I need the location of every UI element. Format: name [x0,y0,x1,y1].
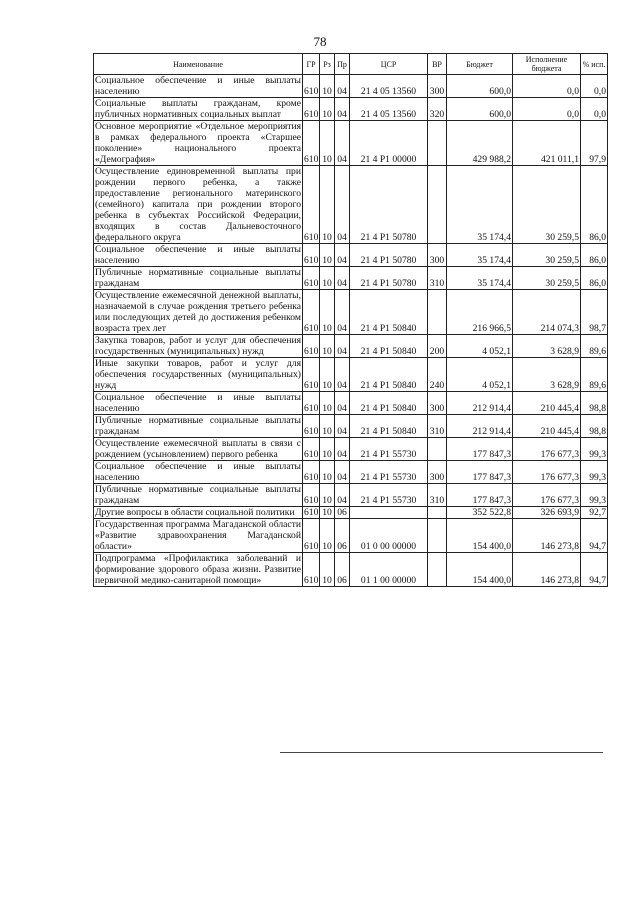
cell-gr: 610 [304,507,319,518]
header-pr: Пр [335,54,350,75]
cell-execution: 210 445,4 [513,415,581,438]
cell-gr: 610 [303,121,320,166]
cell-budget: 212 914,4 [447,415,513,438]
cell-name: Социальное обеспечение и иные выплаты населению [95,461,301,483]
cell-csr: 21 4 P1 50780 [350,166,428,244]
cell-csr: 21 4 P1 50840 [350,358,428,392]
cell-vr: 310 [428,267,447,290]
cell-execution: 176 677,3 [513,461,581,484]
cell-vr [428,166,447,244]
cell-percent: 99,3 [581,461,608,484]
cell-percent: 86,0 [581,267,608,290]
cell-percent: 99,3 [581,484,608,507]
cell-name: Публичные нормативные социальные выплаты гражданам [95,484,301,506]
header-budget: Бюджет [447,54,513,75]
cell-pr: 04 [335,335,350,358]
cell-rz: 10 [320,519,335,553]
header-csr: ЦСР [350,54,428,75]
page-number: 78 [313,34,327,49]
cell-rz: 10 [320,484,335,507]
cell-budget: 216 966,5 [447,290,513,335]
table-row [94,75,608,98]
cell-percent: 94,7 [581,519,608,553]
table-row [94,267,608,290]
cell-gr: 610 [303,438,320,461]
cell-name: Социальные выплаты гражданам, кроме публичных нормативных социальных выплат [95,98,301,120]
cell-percent: 98,8 [581,392,608,415]
cell-vr: 300 [428,244,447,267]
cell-execution: 30 259,5 [513,166,581,244]
table-row [94,358,608,392]
cell-budget: 35 174,4 [447,267,513,290]
cell-percent: 0,0 [581,75,608,98]
cell-budget: 4 052,1 [447,358,513,392]
cell-name: Социальное обеспечение и иные выплаты населению [95,392,301,414]
cell-budget: 429 988,2 [447,121,513,166]
cell-pr: 06 [335,507,350,519]
table-row [94,392,608,415]
cell-execution: 3 628,9 [513,335,581,358]
cell-execution: 176 677,3 [513,484,581,507]
header-vr: ВР [428,54,447,75]
cell-gr: 610 [303,244,320,267]
cell-budget: 177 847,3 [447,484,513,507]
table-row [94,438,608,461]
cell-pr: 04 [335,461,350,484]
cell-vr [428,507,447,519]
cell-gr: 610 [303,75,320,98]
cell-name: Социальное обеспечение и иные выплаты населению [95,75,301,97]
cell-vr [428,519,447,553]
table-row [94,553,608,587]
table-row [94,461,608,484]
cell-percent: 92,7 [581,507,608,519]
cell-pr: 04 [335,244,350,267]
cell-name: Публичные нормативные социальные выплаты гражданам [95,415,301,437]
cell-execution: 146 273,8 [513,553,581,587]
cell-gr: 610 [303,392,320,415]
header-gr: ГР [303,54,320,75]
header-execution: Исполнение бюджета [513,54,581,75]
cell-csr: 21 4 P1 55730 [350,484,428,507]
cell-percent: 94,7 [581,553,608,587]
cell-budget: 600,0 [447,98,513,121]
cell-budget: 154 400,0 [447,553,513,587]
cell-percent: 97,9 [581,121,608,166]
cell-budget: 177 847,3 [447,438,513,461]
cell-vr [428,121,447,166]
cell-execution: 3 628,9 [513,358,581,392]
cell-percent: 0,0 [581,98,608,121]
cell-pr: 04 [335,415,350,438]
table-row [94,519,608,553]
cell-budget: 35 174,4 [447,244,513,267]
cell-gr: 610 [303,553,320,587]
cell-rz: 10 [320,267,335,290]
cell-execution: 30 259,5 [513,244,581,267]
cell-name: Иные закупки товаров, работ и услуг для обеспечения государственных (муниципальных) нужд [95,358,301,391]
table-row [94,166,608,244]
cell-csr [350,507,428,519]
cell-vr: 300 [428,461,447,484]
cell-percent: 89,6 [581,358,608,392]
cell-csr: 01 0 00 00000 [350,519,428,553]
cell-rz: 10 [320,75,335,98]
cell-csr: 21 4 05 13560 [350,98,428,121]
cell-percent: 89,6 [581,335,608,358]
cell-gr: 610 [303,98,320,121]
cell-pr: 04 [335,267,350,290]
cell-rz: 10 [320,461,335,484]
cell-pr: 04 [335,166,350,244]
cell-vr: 310 [428,484,447,507]
table-row [94,484,608,507]
cell-name: Подпрограмма «Профилактика заболеваний и формирование здорового образа жизни. Развитие первичной медико-санитарной помощи» [95,553,301,586]
cell-csr: 21 4 P1 55730 [350,438,428,461]
cell-gr: 610 [303,166,320,244]
cell-budget: 177 847,3 [447,461,513,484]
cell-budget: 600,0 [447,75,513,98]
cell-vr: 240 [428,358,447,392]
cell-pr: 06 [335,519,350,553]
footer-divider [280,752,603,753]
header-percent: % исп. [581,54,608,75]
cell-csr: 21 4 P1 50840 [350,415,428,438]
cell-vr [428,553,447,587]
cell-rz: 10 [320,553,335,587]
cell-vr [428,290,447,335]
cell-name: Публичные нормативные социальные выплаты гражданам [95,267,301,289]
cell-execution: 0,0 [513,75,581,98]
table-row [94,335,608,358]
cell-rz: 10 [320,415,335,438]
cell-percent: 98,7 [581,290,608,335]
cell-budget: 4 052,1 [447,335,513,358]
table-row [94,290,608,335]
cell-execution: 214 074,3 [513,290,581,335]
cell-vr: 300 [428,392,447,415]
table-header-row [94,54,608,75]
cell-name: Закупка товаров, работ и услуг для обеспечения государственных (муниципальных) нужд [95,335,301,357]
cell-vr: 300 [428,75,447,98]
cell-name: Государственная программа Магаданской области «Развитие здравоохранения Магаданской области» [95,519,301,552]
cell-percent: 86,0 [581,244,608,267]
cell-gr: 610 [303,335,320,358]
cell-csr: 21 4 P1 55730 [350,461,428,484]
cell-rz: 10 [320,98,335,121]
cell-gr: 610 [303,290,320,335]
cell-csr: 21 4 P1 50840 [350,392,428,415]
cell-budget: 352 522,8 [447,507,513,519]
cell-name: Другие вопросы в области социальной политики [94,507,303,519]
cell-name: Осуществление ежемесячной выплаты в связи с рождением (усыновлением) первого ребенка [95,438,301,460]
cell-percent: 86,0 [581,166,608,244]
table-row [94,98,608,121]
cell-pr: 04 [335,358,350,392]
cell-name: Основное мероприятие «Отдельное мероприятия в рамках федерального проекта «Старшее поколение» национального проекта «Демография» [95,121,301,165]
cell-rz: 10 [320,335,335,358]
cell-vr: 320 [428,98,447,121]
cell-rz: 10 [320,244,335,267]
cell-name: Социальное обеспечение и иные выплаты населению [95,244,301,266]
cell-gr: 610 [303,267,320,290]
cell-execution: 421 011,1 [513,121,581,166]
cell-pr: 04 [335,392,350,415]
cell-rz: 10 [320,438,335,461]
cell-rz: 10 [320,166,335,244]
cell-csr: 21 4 P1 50780 [350,244,428,267]
cell-gr: 610 [303,461,320,484]
cell-pr: 04 [335,121,350,166]
cell-execution: 30 259,5 [513,267,581,290]
cell-pr: 04 [335,438,350,461]
table-row [94,415,608,438]
header-name: Наименование [94,54,303,75]
table-body [94,75,608,587]
cell-execution: 146 273,8 [513,519,581,553]
cell-budget: 35 174,4 [447,166,513,244]
cell-pr: 04 [335,98,350,121]
cell-rz: 10 [320,392,335,415]
table-row [94,507,608,519]
cell-gr: 610 [303,415,320,438]
budget-table [93,53,608,587]
cell-csr: 21 4 P1 50780 [350,267,428,290]
cell-vr: 310 [428,415,447,438]
cell-rz: 10 [320,290,335,335]
header-rz: Рз [320,54,335,75]
cell-gr: 610 [303,519,320,553]
cell-pr: 06 [335,553,350,587]
cell-execution: 176 677,3 [513,438,581,461]
cell-vr: 200 [428,335,447,358]
cell-vr [428,438,447,461]
table-row [94,244,608,267]
cell-csr: 21 4 P1 50840 [350,290,428,335]
table-row [94,121,608,166]
cell-csr: 21 4 P1 00000 [350,121,428,166]
cell-budget: 154 400,0 [447,519,513,553]
cell-gr: 610 [303,484,320,507]
cell-execution: 0,0 [513,98,581,121]
cell-pr: 04 [335,75,350,98]
cell-name: Осуществление единовременной выплаты при рождении первого ребенка, а также предоставление регионального материнского (семейного) капитала при рождении второго ребенка в субъектах Российской Федерации, входящих в состав Дальневосточного федерального округа [95,166,301,243]
cell-csr: 21 4 05 13560 [350,75,428,98]
cell-csr: 21 4 P1 50840 [350,335,428,358]
cell-pr: 04 [335,290,350,335]
cell-execution: 326 693,9 [513,507,581,519]
cell-csr: 01 1 00 00000 [350,553,428,587]
cell-rz: 10 [320,358,335,392]
cell-pr: 04 [335,484,350,507]
cell-percent: 99,3 [581,438,608,461]
cell-rz: 10 [320,507,335,519]
cell-name: Осуществление ежемесячной денежной выплаты, назначаемой в случае рождения третьего ребенка или последующих детей до достижения ребенком возраста трех лет [95,290,301,334]
cell-execution: 210 445,4 [513,392,581,415]
cell-rz: 10 [320,121,335,166]
cell-gr: 610 [303,358,320,392]
cell-percent: 98,8 [581,415,608,438]
cell-budget: 212 914,4 [447,392,513,415]
